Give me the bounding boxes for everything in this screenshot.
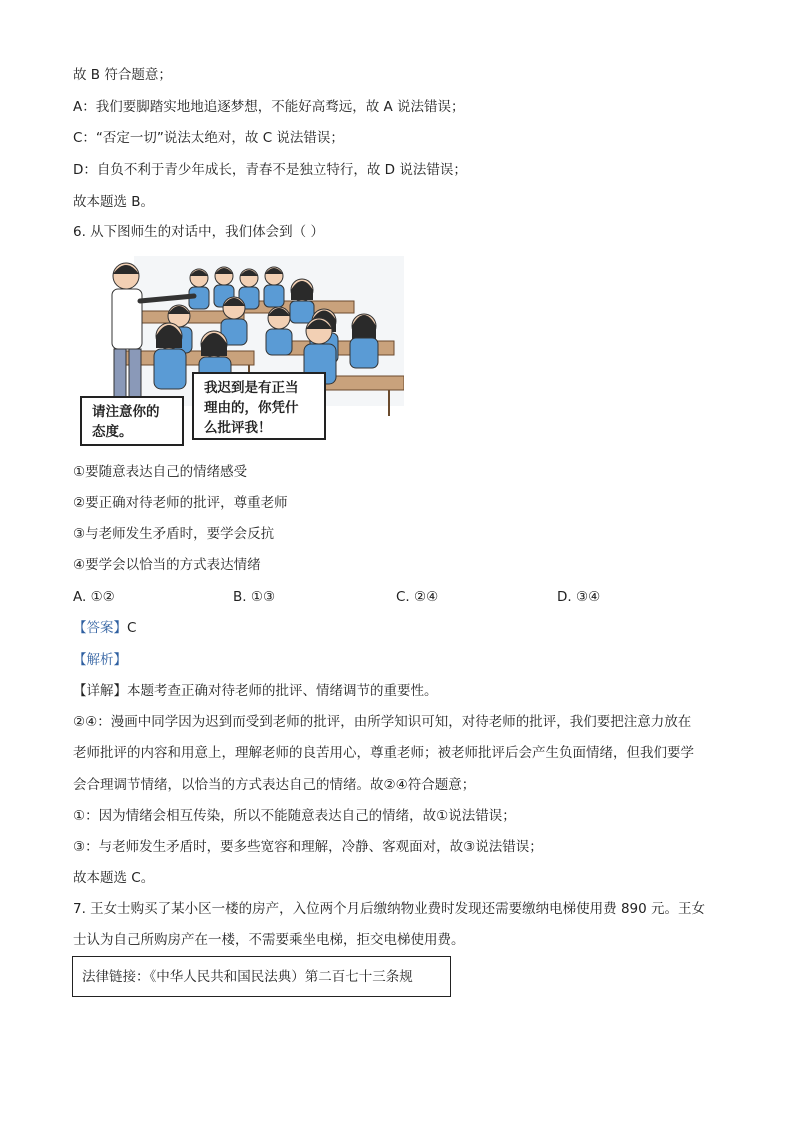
statement-3: ③与老师发生矛盾时，要学会反抗 — [73, 526, 275, 542]
explanation-line: ②④：漫画中同学因为迟到而受到老师的批评，由所学知识可知，对待老师的批评，我们要把注意力放在 — [73, 714, 692, 730]
text-line: C：“否定一切”说法太绝对，故 C 说法错误； — [73, 130, 344, 146]
bubble-line: 请注意你的 — [92, 404, 160, 420]
statement-1: ①要随意表达自己的情绪感受 — [73, 464, 248, 480]
explanation-line: ①：因为情绪会相互传染，所以不能随意表达自己的情绪，故①说法错误； — [73, 808, 516, 824]
classroom-cartoon — [74, 256, 404, 446]
option-c: C. ②④ — [396, 589, 439, 605]
student-back-1 — [189, 269, 209, 309]
detail-line — [73, 682, 438, 700]
law-link-text: 法律链接：《中华人民共和国民法典）第二百七十三条规 — [82, 969, 413, 985]
bubble-line: 态度。 — [92, 424, 133, 440]
answer-value: C — [127, 620, 137, 636]
student-speech-bubble — [192, 372, 326, 440]
explanation-line: 会合理调节情绪，以恰当的方式表达自己的情绪。故②④符合题意； — [73, 777, 476, 793]
text-line: 故 B 符合题意； — [73, 67, 172, 83]
statement-2: ②要正确对待老师的批评，尊重老师 — [73, 495, 288, 511]
teacher-speech-bubble — [80, 396, 184, 446]
detail-text: 本题考查正确对待老师的批评、情绪调节的重要性。 — [127, 683, 438, 699]
text-line: D：自负不利于青少年成长，青春不是独立特行，故 D 说法错误； — [73, 162, 467, 178]
question-7-stem-line: 7. 王女士购买了某小区一楼的房产，入位两个月后缴纳物业费时发现还需要缴纳电梯使用费 890 元。王女 — [73, 901, 706, 917]
bubble-line: 么批评我！ — [204, 420, 272, 436]
text-line: A：我们要脚踏实地地追逐梦想，不能好高骛远，故 A 说法错误； — [73, 99, 465, 115]
explanation-line: ③：与老师发生矛盾时，要多些宽容和理解，冷静、客观面对，故③说法错误； — [73, 839, 543, 855]
statement-4: ④要学会以恰当的方式表达情绪 — [73, 557, 261, 573]
bubble-line: 理由的，你凭什 — [204, 400, 299, 416]
option-b: B. ①③ — [233, 589, 276, 605]
text-line: 故本题选 B。 — [73, 194, 155, 210]
explanation-line: 故本题选 C。 — [73, 870, 155, 886]
answer-tag: 【答案】 — [73, 620, 127, 636]
bubble-line: 我迟到是有正当 — [204, 380, 299, 396]
detail-tag: 【详解】 — [73, 683, 127, 699]
explanation-line: 老师批评的内容和用意上，理解老师的良苦用心，尊重老师；被老师批评后会产生负面情绪，但我们要学 — [73, 745, 694, 761]
option-a: A. ①② — [73, 589, 115, 605]
question-6-stem: 6. 从下图师生的对话中，我们体会到（ ） — [73, 224, 324, 240]
option-d: D. ③④ — [557, 589, 601, 605]
answer-line — [73, 619, 136, 637]
question-7-stem-line: 士认为自己所购房产在一楼，不需要乘坐电梯，拒交电梯使用费。 — [73, 932, 465, 948]
analysis-tag: 【解析】 — [73, 652, 127, 668]
law-link-box — [72, 956, 451, 997]
